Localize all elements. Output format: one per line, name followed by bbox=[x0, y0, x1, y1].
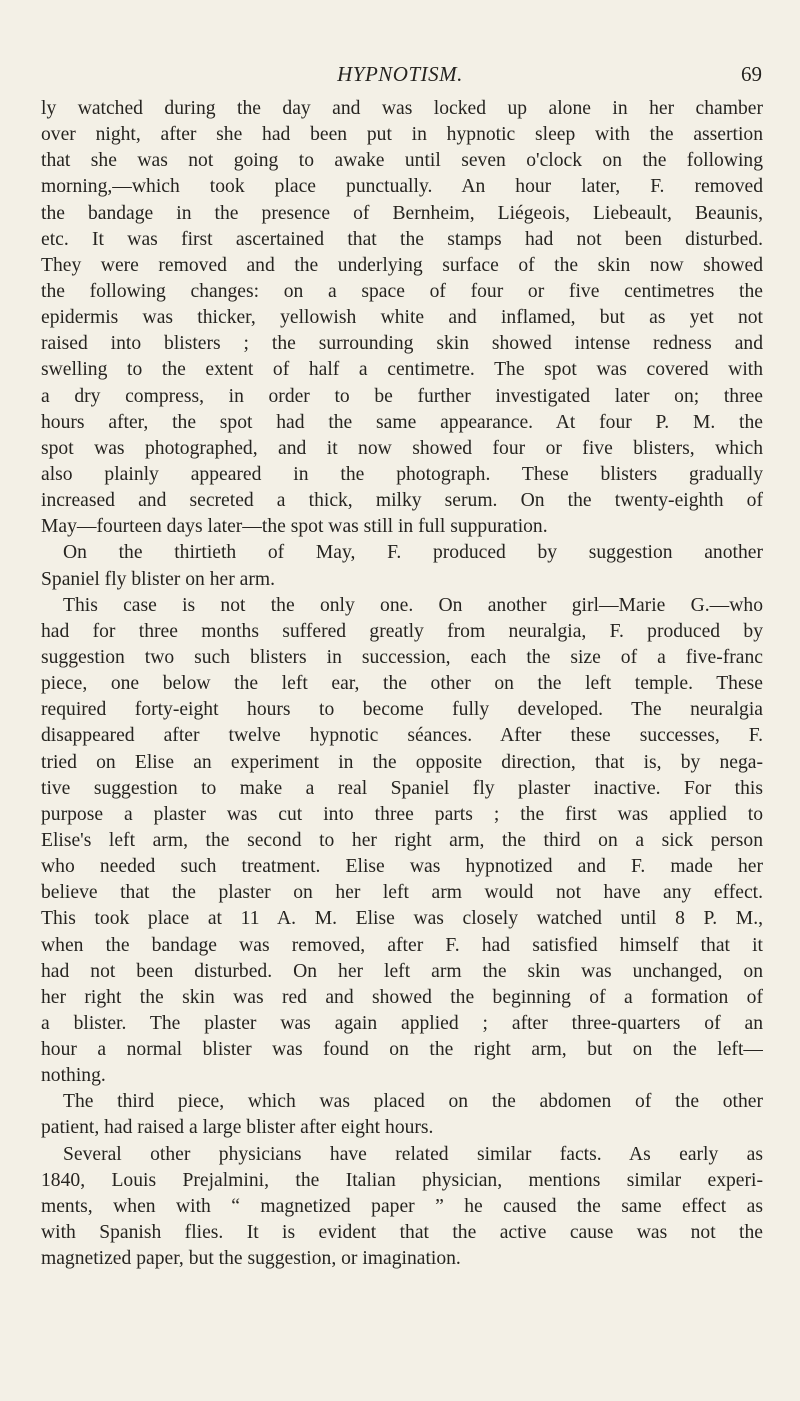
text-line: disappeared after twelve hypnotic séances. After these successes, F. bbox=[41, 725, 763, 747]
text-line: also plainly appeared in the photograph. These blisters gradually bbox=[41, 463, 763, 485]
page-header bbox=[38, 62, 762, 88]
text-line: increased and secreted a thick, milky serum. On the twenty-eighth of bbox=[41, 490, 763, 512]
text-line: ly watched during the day and was locked up alone in her chamber bbox=[41, 98, 763, 119]
text-line: raised into blisters ; the surrounding skin showed intense redness and bbox=[41, 333, 763, 355]
text-line: believe that the plaster on her left arm would not have any effect. bbox=[41, 882, 763, 904]
text-line: ments, when with “ magnetized paper ” he caused the same effect as bbox=[41, 1195, 763, 1217]
text-line: etc. It was first ascertained that the stamps had not been disturbed. bbox=[41, 228, 763, 250]
text-line: swelling to the extent of half a centimetre. The spot was covered with bbox=[41, 359, 763, 381]
text-line: tried on Elise an experiment in the opposite direction, that is, by nega- bbox=[41, 751, 763, 773]
text-line: They were removed and the underlying surface of the skin now showed bbox=[41, 254, 763, 276]
text-line: the following changes: on a space of four or five centimetres the bbox=[41, 280, 763, 302]
text-line: On the thirtieth of May, F. produced by suggestion another bbox=[63, 542, 763, 564]
text-line: her right the skin was red and showed the beginning of a formation of bbox=[41, 986, 763, 1008]
text-line: purpose a plaster was cut into three parts ; the first was applied to bbox=[41, 803, 763, 825]
text-line: May—fourteen days later—the spot was still in full suppuration. bbox=[41, 516, 548, 538]
text-line: Spaniel fly blister on her arm. bbox=[41, 568, 275, 590]
text-line: with Spanish flies. It is evident that the active cause was not the bbox=[41, 1222, 763, 1244]
text-line: epidermis was thicker, yellowish white and inflamed, but as yet not bbox=[41, 307, 763, 329]
text-line: This took place at 11 A. M. Elise was closely watched until 8 P. M., bbox=[41, 908, 763, 930]
text-line: had for three months suffered greatly from neuralgia, F. produced by bbox=[41, 620, 763, 642]
running-title: HYPNOTISM. bbox=[337, 62, 463, 86]
text-line: morning,—which took place punctually. An hour later, F. removed bbox=[41, 176, 763, 198]
text-line: patient, had raised a large blister after eight hours. bbox=[41, 1117, 434, 1139]
text-line: hours after, the spot had the same appearance. At four P. M. the bbox=[41, 411, 763, 433]
text-line: Several other physicians have related similar facts. As early as bbox=[63, 1143, 763, 1165]
text-line: The third piece, which was placed on the abdomen of the other bbox=[63, 1091, 763, 1113]
page-number: 69 bbox=[741, 62, 762, 86]
text-line: a blister. The plaster was again applied ; after three-quarters of an bbox=[41, 1012, 763, 1034]
text-line: hour a normal blister was found on the right arm, but on the left— bbox=[41, 1039, 763, 1061]
text-line: the bandage in the presence of Bernheim, Liégeois, Liebeault, Beaunis, bbox=[41, 202, 763, 224]
text-line: This case is not the only one. On another girl—Marie G.—who bbox=[63, 594, 763, 616]
text-line: that she was not going to awake until seven o'clock on the following bbox=[41, 150, 763, 172]
text-line: tive suggestion to make a real Spaniel fly plaster inactive. For this bbox=[41, 777, 763, 799]
text-line: when the bandage was removed, after F. had satisfied himself that it bbox=[41, 934, 763, 956]
text-line: Elise's left arm, the second to her right arm, the third on a sick person bbox=[41, 829, 763, 851]
text-line: a dry compress, in order to be further investigated later on; three bbox=[41, 385, 763, 407]
text-line: who needed such treatment. Elise was hypnotized and F. made her bbox=[41, 856, 763, 878]
text-line: suggestion two such blisters in succession, each the size of a five-franc bbox=[41, 646, 763, 668]
text-line: 1840, Louis Prejalmini, the Italian physician, mentions similar experi- bbox=[41, 1169, 763, 1191]
body-text bbox=[41, 96, 763, 1272]
text-line: magnetized paper, but the suggestion, or imagination. bbox=[41, 1248, 461, 1270]
text-line: had not been disturbed. On her left arm the skin was unchanged, on bbox=[41, 960, 763, 982]
text-line: nothing. bbox=[41, 1065, 106, 1087]
text-line: over night, after she had been put in hypnotic sleep with the assertion bbox=[41, 124, 763, 146]
text-line: spot was photographed, and it now showed four or five blisters, which bbox=[41, 437, 763, 459]
text-line: required forty-eight hours to become fully developed. The neuralgia bbox=[41, 699, 763, 721]
text-line: piece, one below the left ear, the other on the left temple. These bbox=[41, 673, 763, 695]
